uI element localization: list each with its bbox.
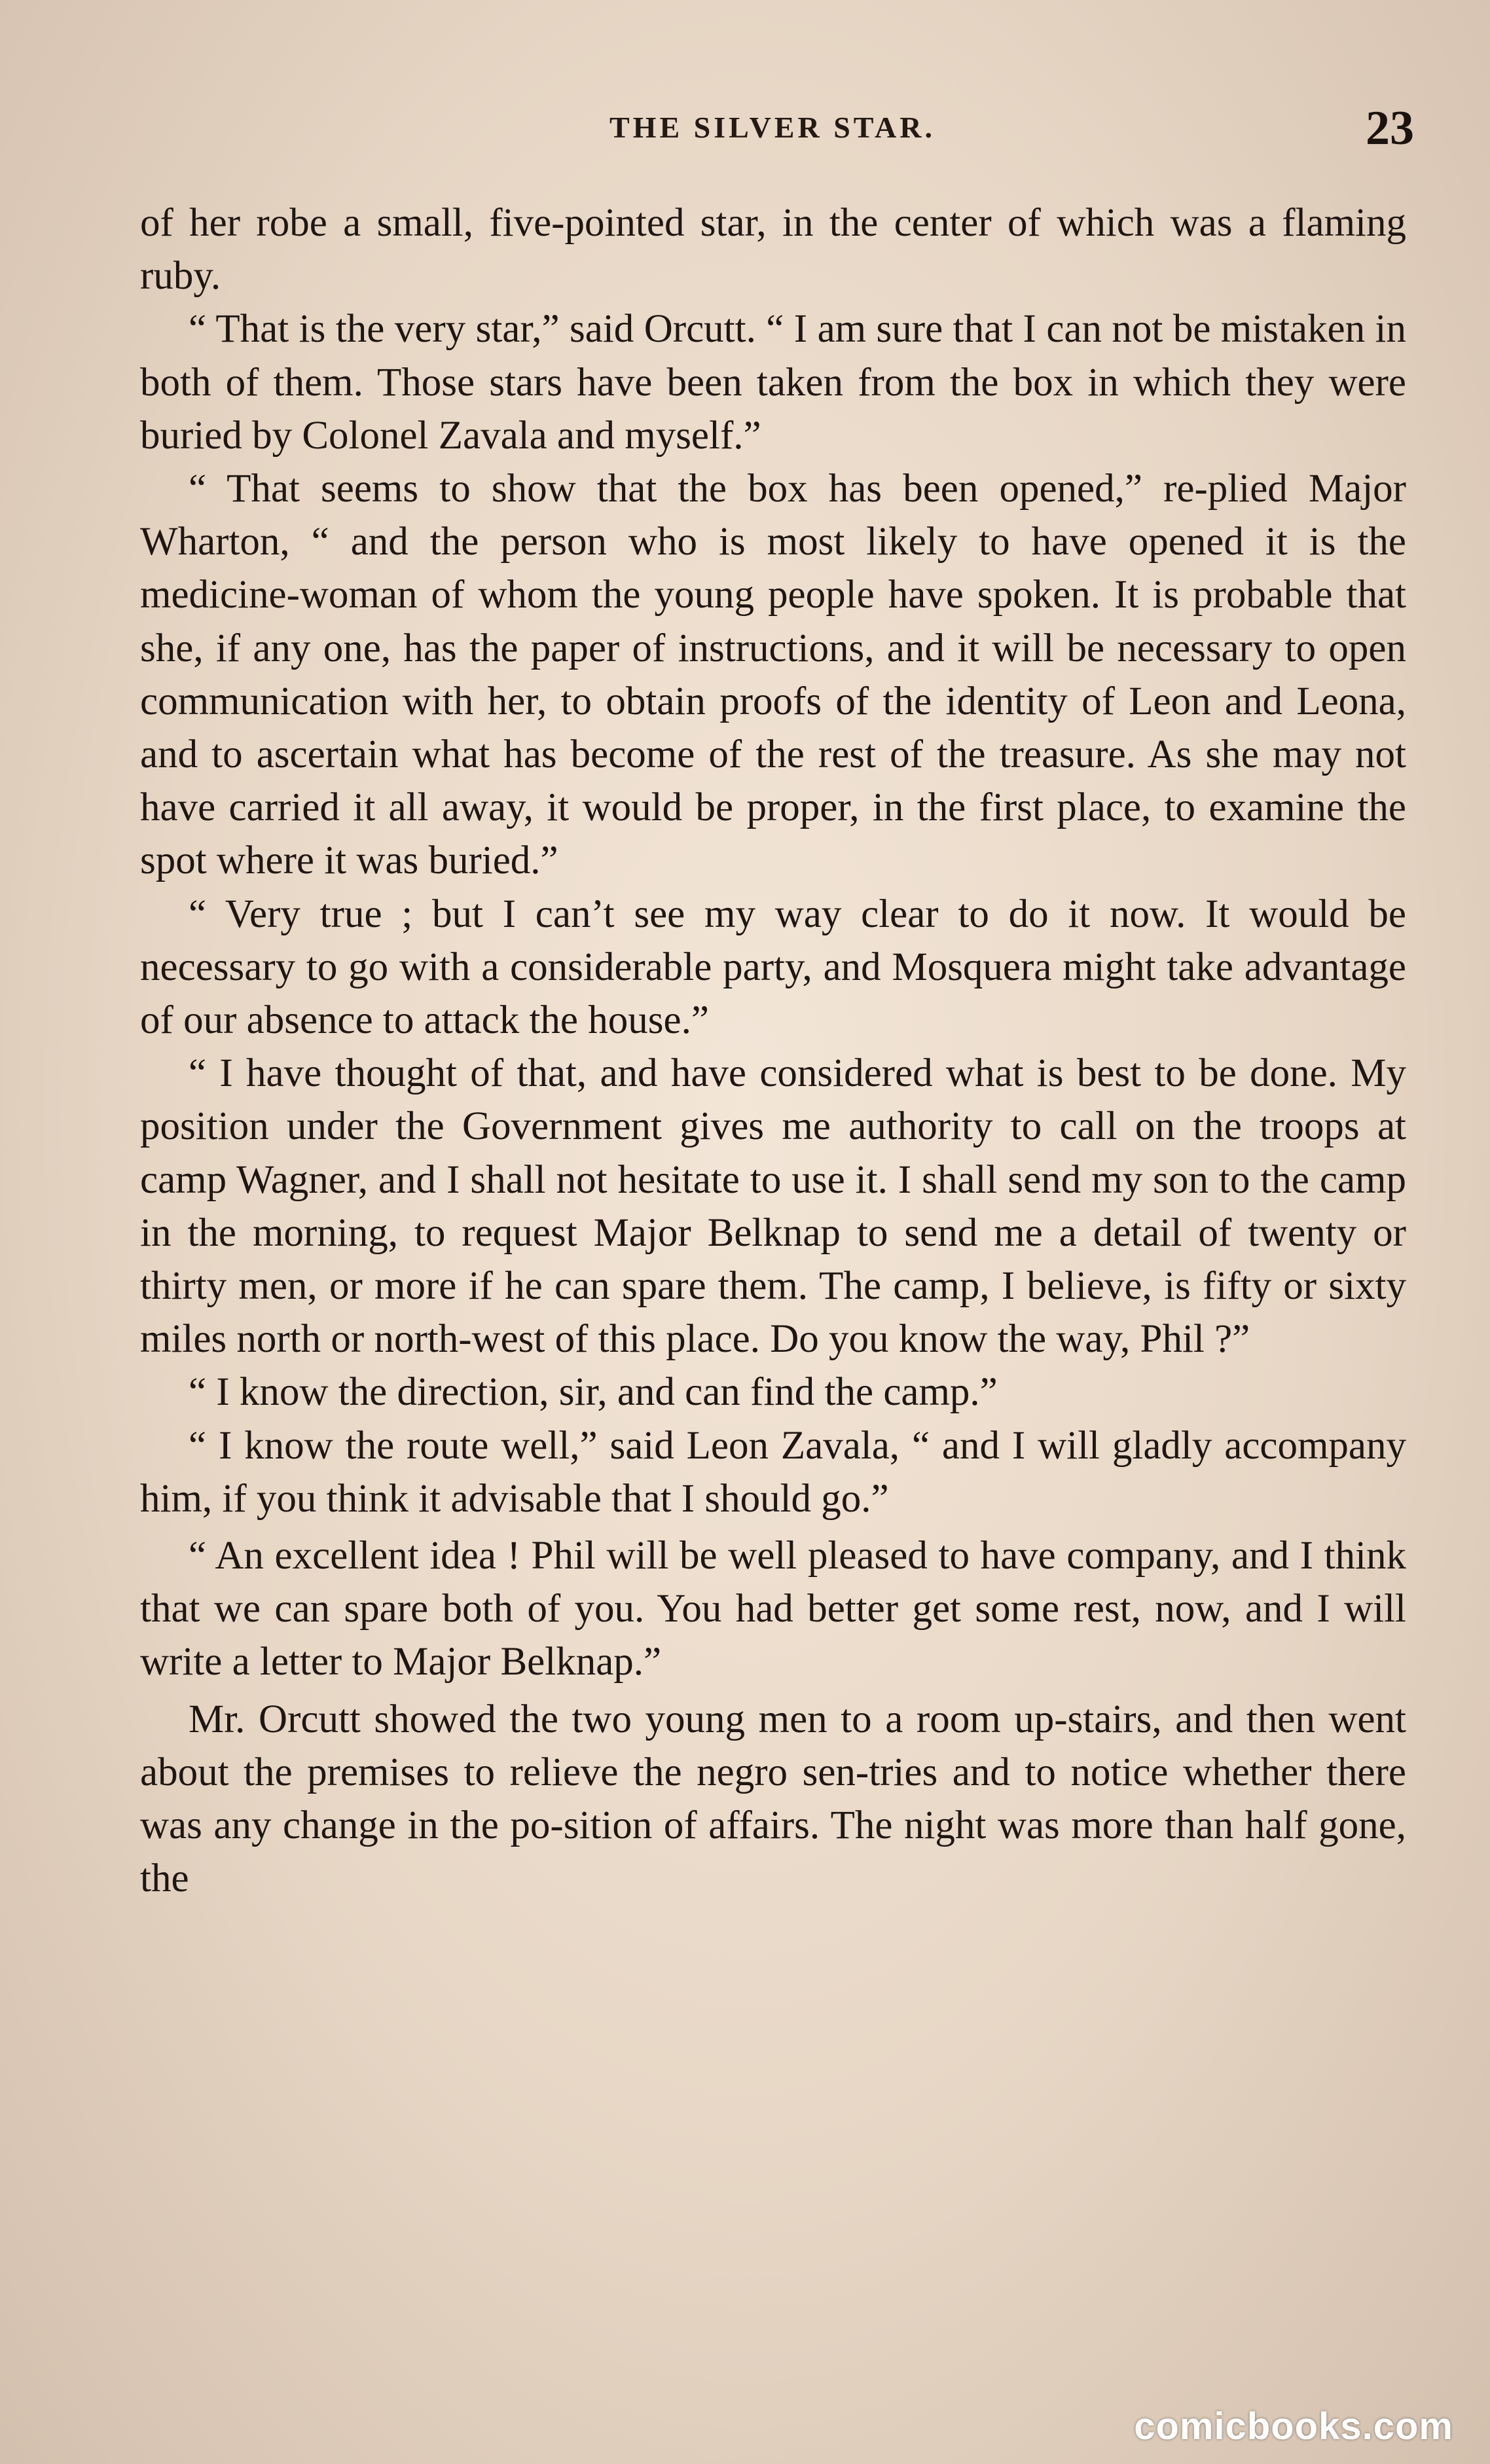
paragraph-1: of her robe a small, five-pointed star, in the center of which was a flaming ruby. (140, 201, 1406, 299)
page-number: 23 (1366, 101, 1414, 155)
body-text (140, 196, 1406, 1906)
paragraph-4: “ Very true ; but I can’t see my way clear to do it now. It would be necessary to go with a considerable party, and Mosquera might take advantage of our absence to attack the house.” (140, 892, 1406, 1043)
paragraph-5: “ I have thought of that, and have considered what is best to be done. My position under the Government gives me authority to call on the troops at camp Wagner, and I shall not hesitate to use it. I shall send my son to the camp in the morning, to request Major Belknap to send me a detail of twenty or thirty men, or more if he can spare them. The camp, I believe, is fifty or sixty miles north or north-west of this place. Do you know the way, Phil ?” (140, 1051, 1406, 1362)
watermark: comicbooks.com (1134, 2405, 1453, 2448)
paragraph-9: Mr. Orcutt showed the two young men to a room up-stairs, and then went about the premises to relieve the negro sen-tries and to notice whether there was any change in the po-sition of affairs. The night was more than half gone, the (140, 1697, 1406, 1901)
running-head (131, 101, 1414, 169)
paragraph-8: “ An excellent idea ! Phil will be well pleased to have company, and I think that we can spare both of you. You had better get some rest, now, and I will write a letter to Major Belknap.” (140, 1534, 1406, 1684)
paragraph-3: “ That seems to show that the box has been opened,” re-plied Major Wharton, “ and the person who is most likely to have opened it is the medicine-woman of whom the young people have spoken. It is probable that she, if any one, has the paper of instructions, and it will be necessary to open communication with her, to obtain proofs of the identity of Leon and Leona, and to ascertain what has become of the rest of the treasure. As she may not have carried it all away, it would be proper, in the first place, to examine the spot where it was buried.” (140, 467, 1406, 883)
paragraph-2: “ That is the very star,” said Orcutt. “ I am sure that I can not be mistaken in both of them. Those stars have been taken from the box in which they were buried by Colonel Zavala and myself.” (140, 307, 1406, 458)
paragraph-6: “ I know the direction, sir, and can find the camp.” (189, 1370, 998, 1415)
paragraph-7: “ I know the route well,” said Leon Zavala, “ and I will gladly accompany him, if you think it advisable that I should go.” (140, 1423, 1406, 1521)
running-title: THE SILVER STAR. (609, 111, 936, 144)
